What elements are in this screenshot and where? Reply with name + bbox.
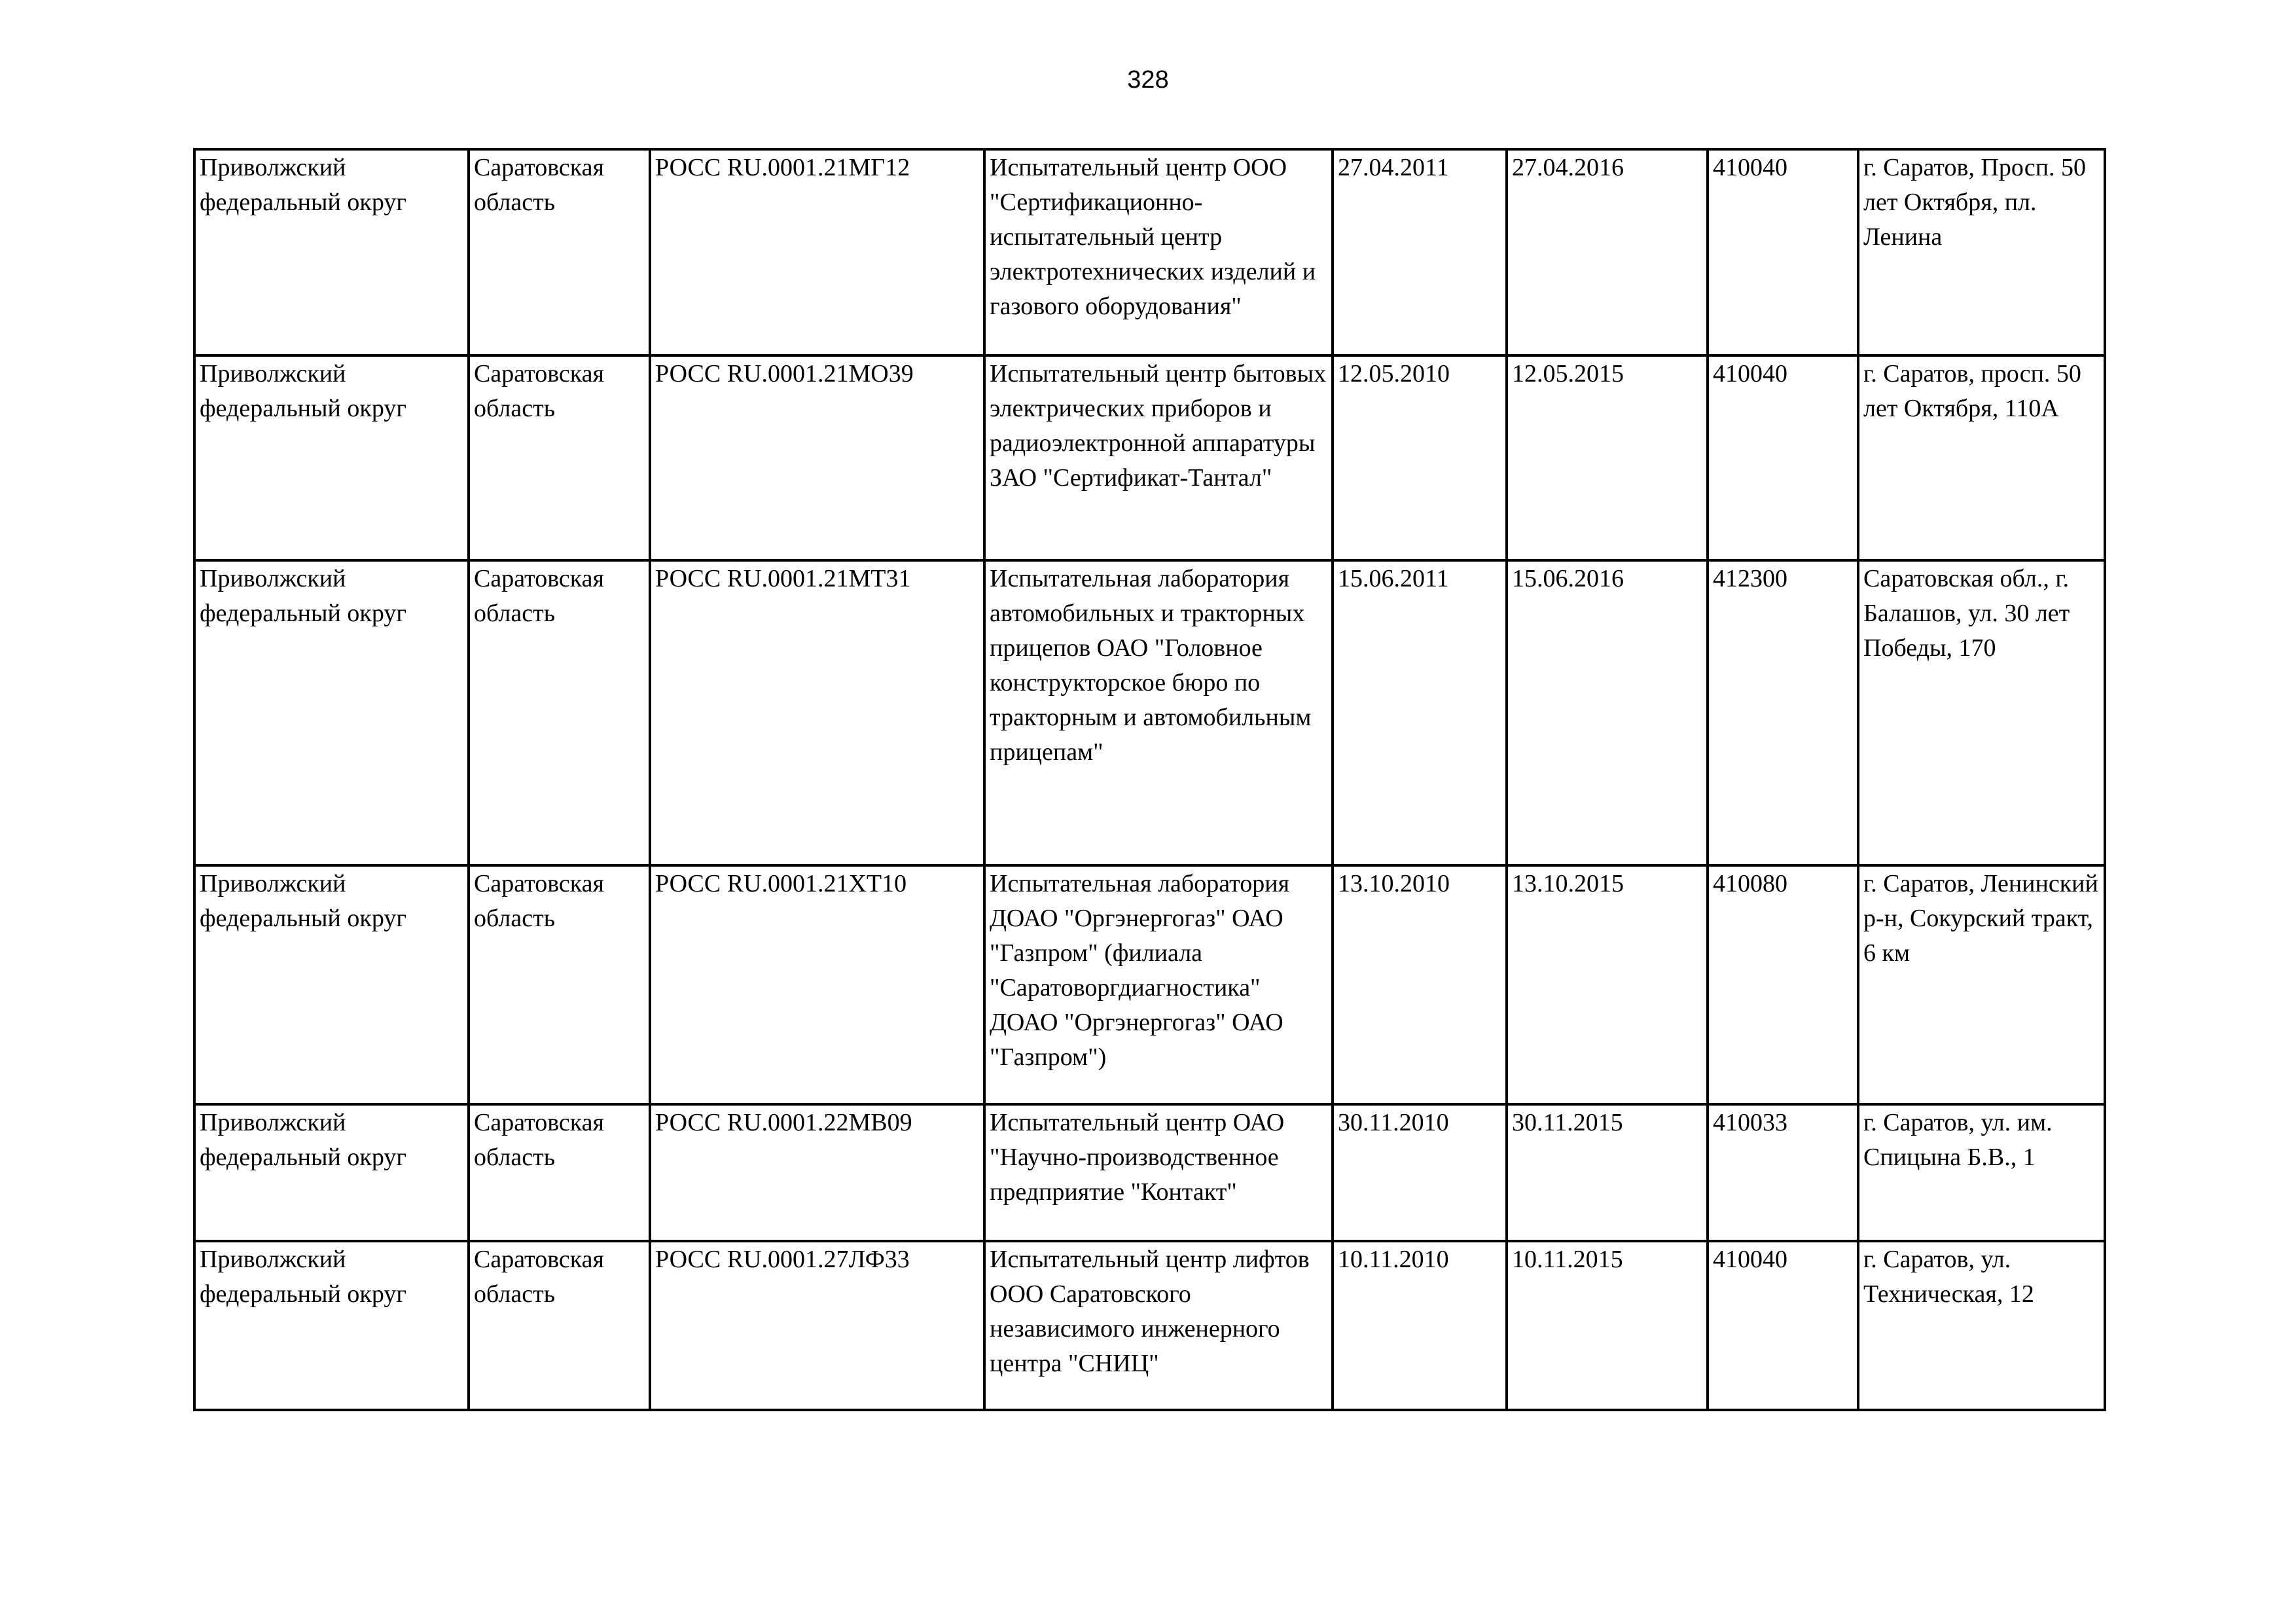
organization-cell: Испытательная лаборатория автомобильных и тракторных прицепов ОАО "Головное конструкторское бюро по тракторным и автомобильным прицепам" <box>984 560 1333 865</box>
page-number: 328 <box>1127 66 1169 94</box>
date-from-cell: 13.10.2010 <box>1333 865 1507 1104</box>
date-to-cell: 13.10.2015 <box>1507 865 1708 1104</box>
postal-code-cell: 410040 <box>1708 355 1858 560</box>
table-row <box>194 149 2105 355</box>
district-cell: Приволжский федеральный округ <box>194 149 469 355</box>
reg-number-cell: РОСС RU.0001.21МТ31 <box>650 560 984 865</box>
address-cell: г. Саратов, Просп. 50 лет Октября, пл. Ленина <box>1858 149 2105 355</box>
district-cell: Приволжский федеральный округ <box>194 355 469 560</box>
district-cell: Приволжский федеральный округ <box>194 1241 469 1410</box>
organization-cell: Испытательный центр лифтов ООО Саратовского независимого инженерного центра "СНИЦ" <box>984 1241 1333 1410</box>
reg-number-cell: РОСС RU.0001.21МО39 <box>650 355 984 560</box>
date-to-cell: 10.11.2015 <box>1507 1241 1708 1410</box>
table-row <box>194 1241 2105 1410</box>
date-to-cell: 27.04.2016 <box>1507 149 1708 355</box>
table-row <box>194 560 2105 865</box>
postal-code-cell: 412300 <box>1708 560 1858 865</box>
postal-code-cell: 410033 <box>1708 1104 1858 1241</box>
reg-number-cell: РОСС RU.0001.21МГ12 <box>650 149 984 355</box>
date-to-cell: 12.05.2015 <box>1507 355 1708 560</box>
region-cell: Саратовская область <box>469 1104 650 1241</box>
reg-number-cell: РОСС RU.0001.22МВ09 <box>650 1104 984 1241</box>
region-cell: Саратовская область <box>469 1241 650 1410</box>
region-cell: Саратовская область <box>469 865 650 1104</box>
reg-number-cell: РОСС RU.0001.21ХТ10 <box>650 865 984 1104</box>
reg-number-cell: РОСС RU.0001.27ЛФ33 <box>650 1241 984 1410</box>
district-cell: Приволжский федеральный округ <box>194 560 469 865</box>
postal-code-cell: 410040 <box>1708 1241 1858 1410</box>
date-from-cell: 12.05.2010 <box>1333 355 1507 560</box>
district-cell: Приволжский федеральный округ <box>194 1104 469 1241</box>
address-cell: г. Саратов, Ленинский р-н, Сокурский тракт, 6 км <box>1858 865 2105 1104</box>
address-cell: Саратовская обл., г. Балашов, ул. 30 лет Победы, 170 <box>1858 560 2105 865</box>
region-cell: Саратовская область <box>469 355 650 560</box>
date-from-cell: 15.06.2011 <box>1333 560 1507 865</box>
table-row <box>194 1104 2105 1241</box>
date-from-cell: 10.11.2010 <box>1333 1241 1507 1410</box>
organization-cell: Испытательный центр ООО "Сертификационно-испытательный центр электротехнических изделий и газового оборудования" <box>984 149 1333 355</box>
date-from-cell: 30.11.2010 <box>1333 1104 1507 1241</box>
organization-cell: Испытательный центр бытовых электрических приборов и радиоэлектронной аппаратуры ЗАО "Сертификат-Тантал" <box>984 355 1333 560</box>
region-cell: Саратовская область <box>469 560 650 865</box>
registry-table <box>193 148 2106 1411</box>
date-to-cell: 30.11.2015 <box>1507 1104 1708 1241</box>
address-cell: г. Саратов, ул. им. Спицына Б.В., 1 <box>1858 1104 2105 1241</box>
district-cell: Приволжский федеральный округ <box>194 865 469 1104</box>
date-from-cell: 27.04.2011 <box>1333 149 1507 355</box>
table-row <box>194 355 2105 560</box>
organization-cell: Испытательный центр ОАО "Научно-производственное предприятие "Контакт" <box>984 1104 1333 1241</box>
date-to-cell: 15.06.2016 <box>1507 560 1708 865</box>
region-cell: Саратовская область <box>469 149 650 355</box>
address-cell: г. Саратов, просп. 50 лет Октября, 110А <box>1858 355 2105 560</box>
address-cell: г. Саратов, ул. Техническая, 12 <box>1858 1241 2105 1410</box>
postal-code-cell: 410040 <box>1708 149 1858 355</box>
table-row <box>194 865 2105 1104</box>
organization-cell: Испытательная лаборатория ДОАО "Оргэнергогаз" ОАО "Газпром" (филиала "Саратоворгдиагностика" ДОАО "Оргэнергогаз" ОАО "Газпром") <box>984 865 1333 1104</box>
postal-code-cell: 410080 <box>1708 865 1858 1104</box>
